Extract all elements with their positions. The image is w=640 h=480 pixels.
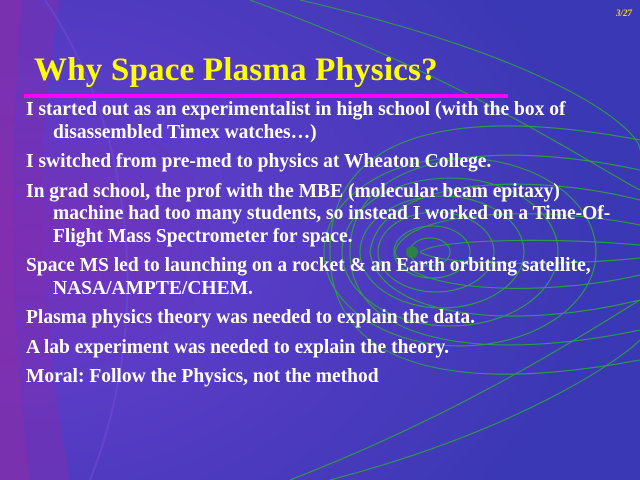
bullet-list <box>26 99 634 396</box>
slide-title: Why Space Plasma Physics? <box>34 52 438 88</box>
bullet-item: I started out as an experimentalist in high school (with the box of disassembled Timex watches…) <box>26 99 566 143</box>
title-underline <box>24 94 508 98</box>
slide-number: 3/27 <box>615 8 632 18</box>
bullet-item: Plasma physics theory was needed to explain the data. <box>26 307 476 328</box>
bullet-item: I switched from pre-med to physics at Wheaton College. <box>26 151 492 172</box>
bullet-item: Moral: Follow the Physics, not the method <box>26 366 379 387</box>
bullet-item: A lab experiment was needed to explain the theory. <box>26 336 450 358</box>
bullet-item: In grad school, the prof with the MBE (molecular beam epitaxy) machine had too many students, so instead I worked on a Time-Of-Flight Mass Spectrometer for space. <box>26 180 611 247</box>
bullet-item: Space MS led to launching on a rocket & an Earth orbiting satellite, NASA/AMPTE/CHEM. <box>26 255 591 299</box>
